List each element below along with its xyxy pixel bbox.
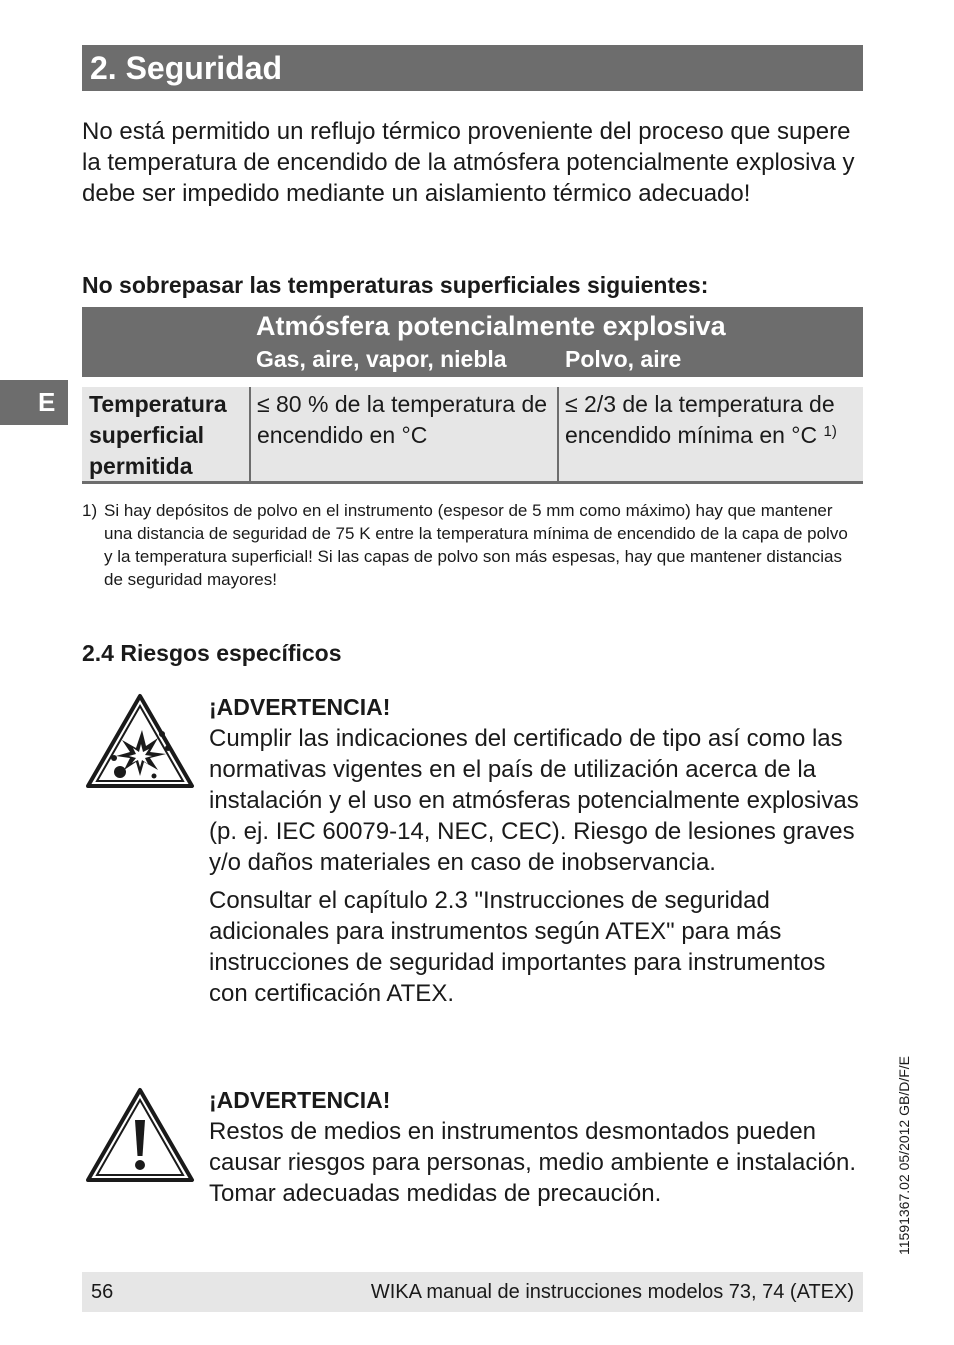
warning-title: ¡ADVERTENCIA!: [209, 1087, 391, 1113]
column-divider: [249, 387, 251, 481]
warning-title: ¡ADVERTENCIA!: [209, 694, 391, 720]
column-divider: [557, 387, 559, 481]
header-atmosphere: Atmósfera potencialmente explosiva: [256, 311, 726, 341]
document-code-text: 11591367.02 05/2012 GB/D/F/E: [896, 1056, 912, 1255]
table-row: [82, 387, 863, 484]
footnote-text: Si hay depósitos de polvo en el instrumento (espesor de 5 mm como máximo) hay que mantener una distancia de seguridad de 75 K entre la temperatura mínima de encendido de la capa de polvo y la temperatura superficial! Si las capas de polvo son más espesas, hay que mantener distancias de seguridad mayores!: [104, 501, 848, 589]
page-footer: [82, 1272, 863, 1312]
intro-paragraph: No está permitido un reflujo térmico proveniente del proceso que supere la temperatura de encendido de la atmósfera potencialmente explosiva y debe ser impedido mediante un aislamiento térmico adecuado!: [82, 118, 855, 207]
warning-additional-text: Consultar el capítulo 2.3 "Instrucciones de seguridad adicionales para instrumentos según ATEX" para más instrucciones de seguridad importantes para instrumentos con certificación ATEX.: [209, 887, 826, 1007]
language-tab-label: E: [38, 387, 56, 417]
footnote-number: 1): [82, 501, 98, 520]
footer-title: WIKA manual de instrucciones modelos 73, 74 (ATEX): [370, 1281, 854, 1303]
subsection-title: 2.4 Riesgos específicos: [82, 640, 342, 666]
explosion-warning-icon: [84, 692, 196, 795]
table-heading: No sobrepasar las temperaturas superficiales siguientes:: [82, 272, 709, 298]
footnote-ref: 1): [823, 423, 837, 440]
section-title: 2. Seguridad: [90, 50, 283, 86]
cell-dust: ≤ 2/3 de la temperatura de encendido mínima en °C: [565, 391, 835, 448]
cell-dust-wrap: [565, 389, 860, 454]
general-warning-icon: [84, 1086, 196, 1189]
warning-block: [209, 1085, 859, 1209]
warning-block: [209, 692, 859, 1009]
warning-text: Restos de medios en instrumentos desmontados pueden causar riesgos para personas, medio ambiente e instalación. Tomar adecuadas medidas de precaución.: [209, 1118, 857, 1207]
row-label: Temperatura superficial permitida: [89, 391, 227, 479]
warning-text: Cumplir las indicaciones del certificado de tipo así como las normativas vigentes en el país de utilización acerca de la instalación y el uso en atmósferas potencialmente explosivas (p. ej. IEC 60079-14, NEC, CEC). Riesgo de lesiones graves y/o daños materiales en caso de inobservancia.: [209, 725, 859, 876]
table-header: [82, 307, 863, 377]
cell-gas: ≤ 80 % de la temperatura de encendido en °C: [257, 391, 548, 448]
page-number: 56: [91, 1281, 114, 1303]
language-tab: [0, 380, 68, 425]
header-dust: Polvo, aire: [565, 346, 682, 372]
section-title-bar: [82, 45, 863, 91]
header-gas: Gas, aire, vapor, niebla: [256, 346, 507, 372]
